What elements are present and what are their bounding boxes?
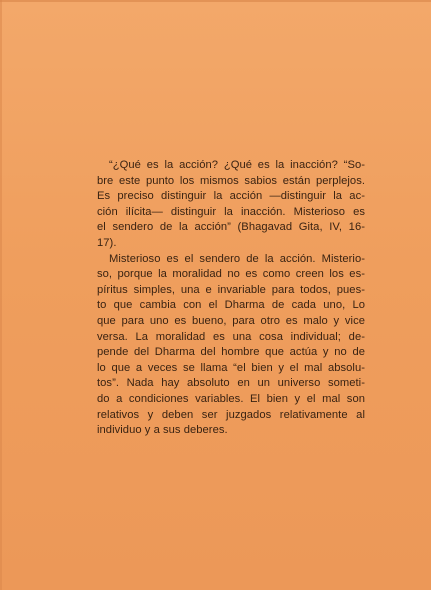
text-line: bre este punto los mismos sabios están perplejos. — [97, 174, 365, 187]
paragraph-2 — [85, 252, 365, 439]
text-line: ción ilícita— distinguir la inacción. Misterioso es — [97, 205, 365, 218]
text-line: to que cambia con el Dharma de cada uno, Lo — [97, 299, 365, 312]
text-line: lo que a veces se llama “el bien y el mal absolu- — [97, 361, 365, 374]
text-line: que para uno es bueno, para otro es malo y vice — [97, 314, 365, 327]
text-line: “¿Qué es la acción? ¿Qué es la inacción? “So- — [109, 159, 365, 171]
text-line: 17). — [97, 236, 117, 249]
text-line: Es preciso distinguir la acción —distinguir la ac- — [97, 190, 365, 203]
text-line: do a condiciones variables. El bien y el mal son — [97, 392, 365, 405]
text-line: el sendero de la acción” (Bhagavad Gita, IV, 16- — [97, 221, 365, 234]
cover-top-edge — [0, 0, 431, 2]
text-line: versa. La moralidad es una cosa individual; de- — [97, 330, 365, 343]
text-line: Misterioso es el sendero de la acción. Misterio- — [109, 252, 365, 265]
text-line: pende del Dharma del hombre que actúa y no de — [97, 346, 365, 359]
paragraph-1 — [85, 158, 365, 252]
text-line: individuo y a sus deberes. — [97, 424, 228, 437]
text-line: so, porque la moralidad no es como creen los es- — [97, 268, 365, 281]
text-line: píritus simples, una e invariable para todos, pues- — [97, 283, 365, 296]
blurb-text — [85, 158, 365, 439]
text-line: relativos y deben ser juzgados relativamente al — [97, 408, 365, 421]
cover-left-edge — [0, 0, 2, 590]
text-line: tos”. Nada hay absoluto en un universo someti- — [97, 377, 365, 390]
